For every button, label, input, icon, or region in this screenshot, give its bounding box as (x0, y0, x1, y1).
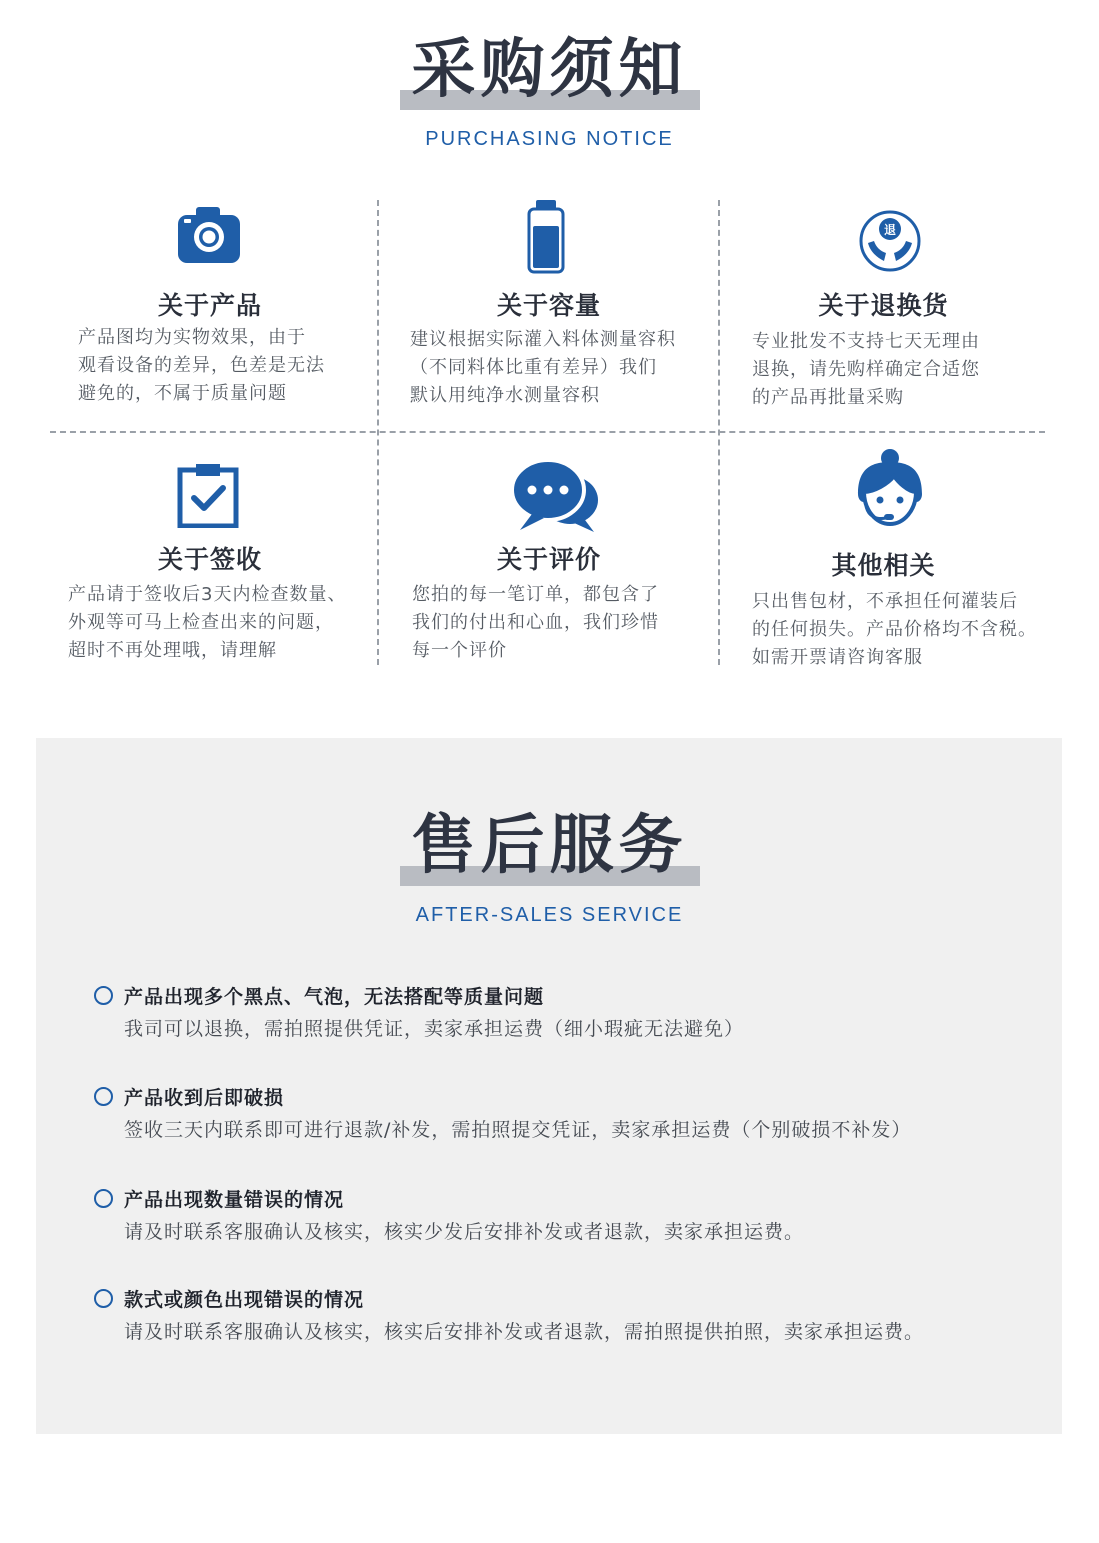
card-desc: 只出售包材，不承担任何灌装后 的任何损失。产品价格均不含税。 如需开票请咨询客服 (752, 591, 1037, 668)
bullet-circle-icon (94, 986, 113, 1005)
notice-card-capacity (380, 200, 718, 430)
purchasing-title: 采购须知 (411, 33, 688, 107)
notice-card-review (380, 440, 718, 670)
after-sales-subtitle: AFTER-SALES SERVICE (415, 904, 684, 926)
notice-card-return (722, 200, 1045, 430)
purchasing-title-wrap (412, 28, 688, 112)
notice-card-other (722, 440, 1045, 670)
purchasing-subtitle: PURCHASING NOTICE (425, 128, 674, 150)
card-title: 关于产品 (157, 291, 262, 320)
after-sales-title-wrap (412, 804, 688, 888)
item-question: 产品收到后即破损 (124, 1087, 285, 1109)
after-sales-title: 售后服务 (411, 809, 688, 883)
purchasing-heading (0, 28, 1099, 151)
chat-bubbles-icon (508, 456, 604, 536)
item-question: 产品出现多个黑点、气泡，无法搭配等质量问题 (124, 986, 545, 1008)
item-question: 产品出现数量错误的情况 (124, 1189, 345, 1211)
notice-card-product (50, 200, 370, 430)
clipboard-check-icon (176, 462, 240, 528)
item-answer: 我司可以退换，需拍照提供凭证，卖家承担运费（细小瑕疵无法避免） (124, 1018, 745, 1040)
bullet-circle-icon (94, 1189, 113, 1208)
after-sales-heading (0, 804, 1099, 927)
bullet-circle-icon (94, 1289, 113, 1308)
customer-service-icon (852, 448, 928, 532)
item-answer: 请及时联系客服确认及核实，核实少发后安排补发或者退款，卖家承担运费。 (124, 1221, 805, 1243)
bullet-circle-icon (94, 1087, 113, 1106)
card-desc: 产品请于签收后3天内检查数量、 外观等可马上检查出来的问题， 超时不再处理哦，请理解 (68, 584, 347, 661)
bottle-icon (526, 200, 566, 274)
return-hands-icon (858, 209, 922, 273)
item-answer: 请及时联系客服确认及核实，核实后安排补发或者退款，需拍照提供拍照，卖家承担运费。 (124, 1321, 925, 1343)
item-question: 款式或颜色出现错误的情况 (124, 1289, 365, 1311)
camera-icon (178, 205, 242, 265)
svg-text:退: 退 (883, 223, 897, 237)
grid-divider-horizontal (50, 431, 1045, 433)
notice-grid (50, 200, 1045, 670)
card-desc: 产品图均为实物效果，由于 观看设备的差异，色差是无法 避免的，不属于质量问题 (78, 327, 325, 404)
item-answer: 签收三天内联系即可进行退款/补发，需拍照提交凭证，卖家承担运费（个别破损不补发） (124, 1119, 912, 1141)
card-desc: 建议根据实际灌入料体测量容积 （不同料体比重有差异）我们 默认用纯净水测量容积 (410, 329, 676, 406)
card-title: 关于容量 (496, 291, 601, 320)
card-desc: 您拍的每一笔订单，都包含了 我们的付出和心血，我们珍惜 每一个评价 (412, 584, 659, 661)
card-title: 关于评价 (496, 545, 601, 574)
notice-card-signing (50, 440, 370, 670)
card-desc: 专业批发不支持七天无理由 退换，请先购样确定合适您 的产品再批量采购 (752, 331, 980, 408)
card-title: 关于退换货 (818, 291, 949, 320)
after-sales-panel (36, 738, 1062, 1434)
card-title: 其他相关 (831, 551, 936, 580)
card-title: 关于签收 (157, 545, 262, 574)
